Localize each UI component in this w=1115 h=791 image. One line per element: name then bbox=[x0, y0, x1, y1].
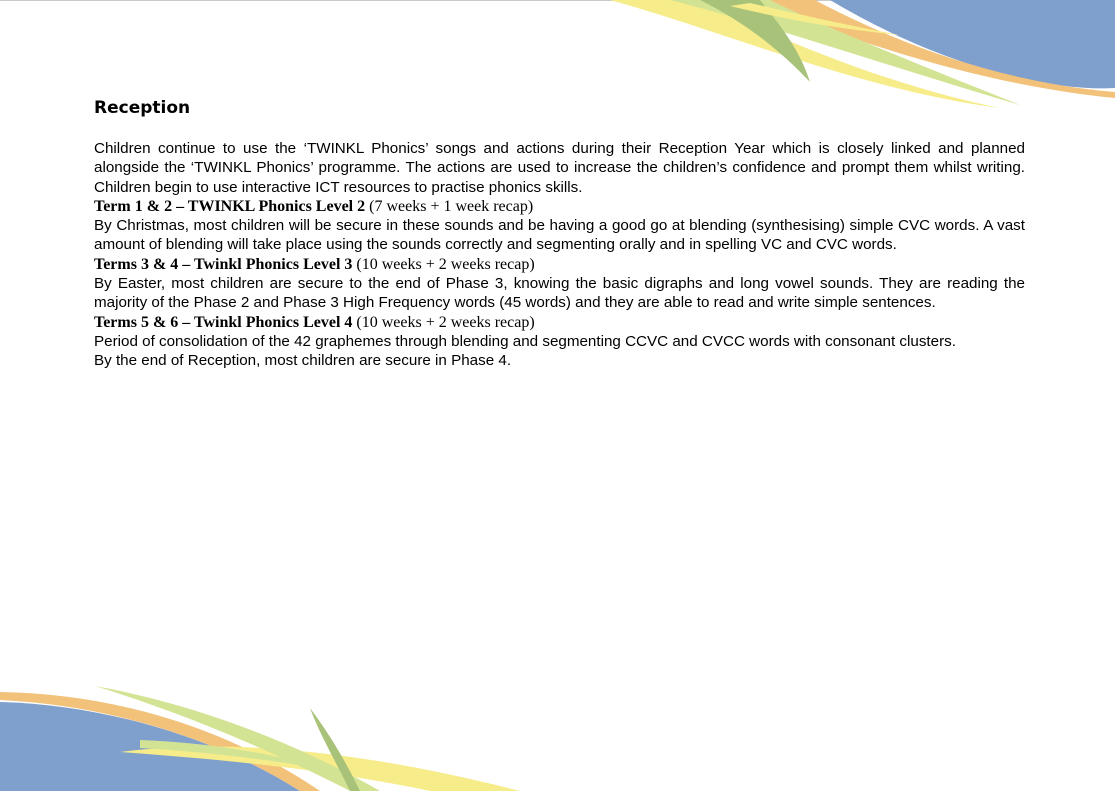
swoosh-blue-top bbox=[830, 0, 1115, 88]
term-3-4-paragraph: By Easter, most children are secure to the end of Phase 3, knowing the basic digraphs and long vowel sounds. They are reading the majority of the Phase 2 and Phase 3 High Frequency words (45 words) and they are able to read and write simple sentences. bbox=[94, 275, 1025, 312]
term-5-6-heading bbox=[94, 313, 1025, 332]
swoosh-lightgreen-top bbox=[670, 0, 1020, 105]
term-3-4-detail: (10 weeks + 2 weeks recap) bbox=[352, 255, 535, 273]
decorative-swoosh-top bbox=[600, 0, 1115, 110]
swoosh-lightgreen-bottom bbox=[95, 686, 380, 791]
swoosh-green-top bbox=[700, 0, 810, 82]
swoosh-orange-bottom bbox=[0, 692, 320, 791]
term-5-6-paragraph: Period of consolidation of the 42 graphemes through blending and segmenting CCVC and CVCC words with consonant clusters. bbox=[94, 332, 956, 350]
swoosh-yellow-top bbox=[610, 0, 1000, 108]
section-heading: Reception bbox=[94, 98, 191, 118]
term-5-6-detail: (10 weeks + 2 weeks recap) bbox=[352, 313, 535, 331]
swoosh-yellow-bottom bbox=[120, 746, 520, 791]
decorative-swoosh-bottom bbox=[0, 680, 520, 791]
term-3-4-heading bbox=[94, 255, 1025, 274]
swoosh-yellow2-top bbox=[730, 3, 900, 35]
swoosh-orange-top bbox=[750, 0, 1115, 98]
intro-paragraph: Children continue to use the ‘TWINKL Phonics’ songs and actions during their Reception Year which is closely linked and planned alongside the ‘TWINKL Phonics’ programme. The actions are used to increase the children’s confidence and prompt them whilst writing. Children begin to use interactive ICT resources to practise phonics skills. bbox=[94, 140, 1025, 196]
page-top-border bbox=[0, 0, 1115, 1]
term-1-2-title: Term 1 & 2 – TWINKL Phonics Level 2 bbox=[94, 197, 366, 215]
term-1-2-heading bbox=[94, 197, 1025, 216]
closing-paragraph: By the end of Reception, most children are secure in Phase 4. bbox=[94, 352, 512, 370]
term-5-6-title: Terms 5 & 6 – Twinkl Phonics Level 4 bbox=[94, 313, 353, 331]
term-1-2-detail: (7 weeks + 1 week recap) bbox=[365, 197, 534, 215]
swoosh-lightgreen2-bottom bbox=[140, 740, 330, 770]
swoosh-blue-bottom bbox=[0, 702, 300, 791]
swoosh-green-bottom bbox=[310, 708, 360, 791]
term-1-2-paragraph: By Christmas, most children will be secure in these sounds and be having a good go at blending (synthesising) simple CVC words. A vast amount of blending will take place using the sounds correctly and segmenting orally and in spelling VC and CVC words. bbox=[94, 217, 1025, 254]
document-body bbox=[94, 96, 1025, 371]
term-3-4-title: Terms 3 & 4 – Twinkl Phonics Level 3 bbox=[94, 255, 353, 273]
